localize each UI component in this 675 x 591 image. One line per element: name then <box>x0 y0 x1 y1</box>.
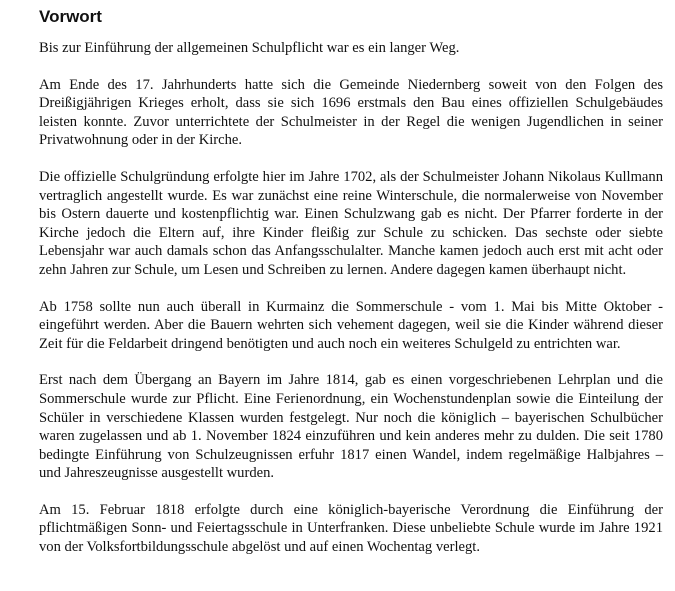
document-page <box>39 6 663 575</box>
paragraph-17th-century: Am Ende des 17. Jahrhunderts hatte sich die Gemeinde Niedernberg soweit von den Folgen des Dreißigjährigen Krieges erholt, dass sie sich 1696 erstmals den Bau eines offiziellen Schulgebäudes leisten konnte. Zuvor unterrichtete der Schulmeister in der Regel die wenigen Jugendlichen in seiner Privatwohnung oder in der Kirche. <box>39 76 663 149</box>
paragraph-school-founding: Die offizielle Schulgründung erfolgte hier im Jahre 1702, als der Schulmeister Johann Nikolaus Kullmann vertraglich angestellt wurde. Es war zunächst eine reine Winterschule, die normalerweise von November bis Ostern dauerte und kostenpflichtig war. Einen Schulzwang gab es nicht. Der Pfarrer forderte in der Kirche jedoch die Eltern auf, ihre Kinder fleißig zur Schule zu schicken. Das sechste oder siebte Lebensjahr war auch damals schon das Anfangsschulalter. Manche kamen jedoch auch erst mit acht oder zehn Jahren zur Schule, um Lesen und Schreiben zu lernen. Andere dagegen kamen überhaupt nicht. <box>39 168 663 278</box>
paragraph-intro: Bis zur Einführung der allgemeinen Schulpflicht war es ein langer Weg. <box>39 40 460 56</box>
document-title: Vorwort <box>39 7 102 26</box>
paragraph-bavaria: Erst nach dem Übergang an Bayern im Jahre 1814, gab es einen vorgeschriebenen Lehrplan und die Sommerschule wurde zur Pflicht. Eine Ferienordnung, ein Wochenstundenplan sowie die Einteilung der Schüler in verschiedene Klassen wurden festgelegt. Nur noch die königlich – bayerischen Schulbücher waren zugelassen und ab 1. November 1824 einzuführen und kein anderes mehr zu dulden. Die seit 1780 bedingte Einführung von Schulzeugnissen erfuhr 1817 einen Wandel, indem regelmäßige Halbjahres – und Jahreszeugnisse ausgestellt wurden. <box>39 372 663 482</box>
paragraph-sunday-school: Am 15. Februar 1818 erfolgte durch eine königlich-bayerische Verordnung die Einführung der pflichtmäßigen Sonn- und Feiertagsschule in Unterfranken. Diese unbeliebte Schule wurde im Jahre 1921 von der Volksfortbildungsschule abgelöst und auf einen Wochentag verlegt. <box>39 501 663 556</box>
paragraph-summer-school: Ab 1758 sollte nun auch überall in Kurmainz die Sommerschule - vom 1. Mai bis Mitte Oktober - eingeführt werden. Aber die Bauern wehrten sich vehement dagegen, weil sie die Kinder während dieser Zeit für die Feldarbeit dringend benötigten und auch noch ein weiteres Schulgeld zu entrichten war. <box>39 298 663 352</box>
